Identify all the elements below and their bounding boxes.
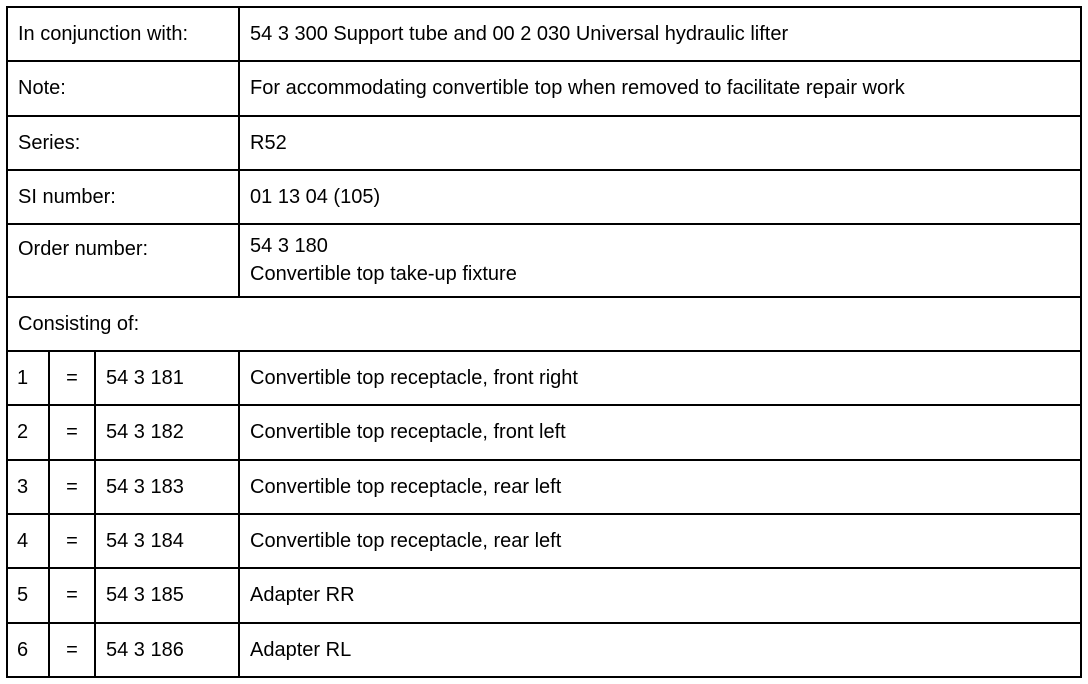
part-row bbox=[7, 514, 1081, 568]
row-si-number bbox=[7, 170, 1081, 224]
part-description: Adapter RR bbox=[239, 568, 1081, 622]
part-number: 54 3 186 bbox=[95, 623, 239, 677]
part-description: Convertible top receptacle, rear left bbox=[239, 460, 1081, 514]
equals-sign: = bbox=[49, 351, 95, 405]
part-number: 54 3 181 bbox=[95, 351, 239, 405]
part-description: Convertible top receptacle, front right bbox=[239, 351, 1081, 405]
part-row bbox=[7, 405, 1081, 459]
row-order-number bbox=[7, 224, 1081, 296]
value-order-number bbox=[239, 224, 1081, 296]
part-number: 54 3 182 bbox=[95, 405, 239, 459]
row-note bbox=[7, 61, 1081, 115]
part-index: 5 bbox=[7, 568, 49, 622]
equals-sign: = bbox=[49, 514, 95, 568]
part-index: 3 bbox=[7, 460, 49, 514]
value-in-conjunction-with: 54 3 300 Support tube and 00 2 030 Universal hydraulic lifter bbox=[239, 7, 1081, 61]
equals-sign: = bbox=[49, 623, 95, 677]
part-number: 54 3 185 bbox=[95, 568, 239, 622]
part-row bbox=[7, 351, 1081, 405]
tool-spec-table bbox=[6, 6, 1082, 678]
part-number: 54 3 183 bbox=[95, 460, 239, 514]
label-order-number: Order number: bbox=[7, 224, 239, 296]
order-number-description: Convertible top take-up fixture bbox=[250, 263, 517, 286]
row-in-conjunction-with bbox=[7, 7, 1081, 61]
part-description: Adapter RL bbox=[239, 623, 1081, 677]
value-si-number: 01 13 04 (105) bbox=[239, 170, 1081, 224]
part-index: 6 bbox=[7, 623, 49, 677]
order-number-code: 54 3 180 bbox=[250, 235, 328, 258]
row-consisting-of bbox=[7, 297, 1081, 351]
part-index: 2 bbox=[7, 405, 49, 459]
part-index: 4 bbox=[7, 514, 49, 568]
value-series: R52 bbox=[239, 116, 1081, 170]
label-note: Note: bbox=[7, 61, 239, 115]
part-number: 54 3 184 bbox=[95, 514, 239, 568]
part-row bbox=[7, 623, 1081, 677]
part-row bbox=[7, 460, 1081, 514]
label-consisting-of: Consisting of: bbox=[7, 297, 1081, 351]
label-series: Series: bbox=[7, 116, 239, 170]
part-index: 1 bbox=[7, 351, 49, 405]
value-note: For accommodating convertible top when removed to facilitate repair work bbox=[239, 61, 1081, 115]
part-description: Convertible top receptacle, front left bbox=[239, 405, 1081, 459]
equals-sign: = bbox=[49, 460, 95, 514]
equals-sign: = bbox=[49, 568, 95, 622]
label-si-number: SI number: bbox=[7, 170, 239, 224]
part-description: Convertible top receptacle, rear left bbox=[239, 514, 1081, 568]
row-series bbox=[7, 116, 1081, 170]
part-row bbox=[7, 568, 1081, 622]
label-in-conjunction-with: In conjunction with: bbox=[7, 7, 239, 61]
equals-sign: = bbox=[49, 405, 95, 459]
